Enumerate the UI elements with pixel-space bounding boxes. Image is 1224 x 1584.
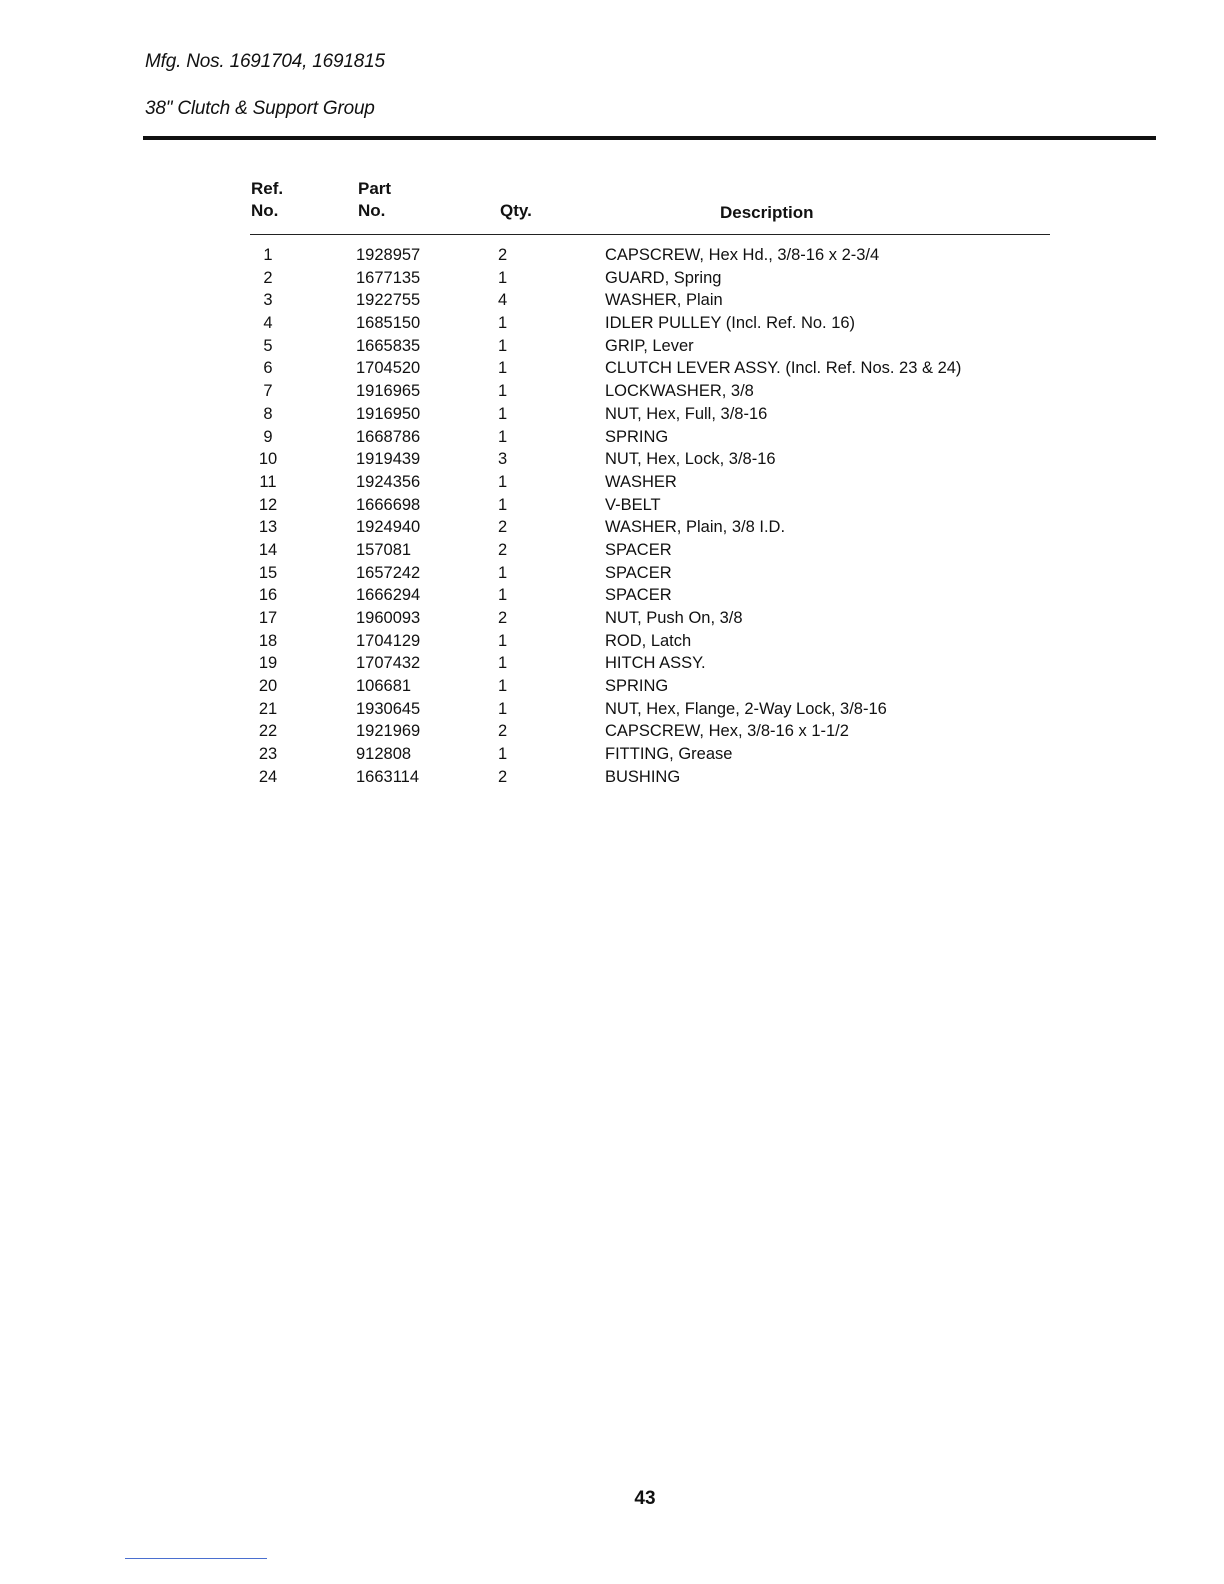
table-row: [250, 448, 1050, 471]
part-no-cell: 1666294: [356, 586, 421, 605]
ref-no-cell: 6: [263, 359, 273, 378]
qty-cell: 1: [498, 336, 508, 355]
column-header-rule: [250, 234, 1050, 235]
table-row: [250, 312, 1050, 335]
qty-cell: 1: [498, 699, 508, 718]
column-header-part-line1: Part: [358, 179, 392, 198]
description-cell: SPACER: [605, 540, 672, 559]
description-cell: CLUTCH LEVER ASSY. (Incl. Ref. Nos. 23 & 24): [605, 359, 962, 378]
table-row: [250, 426, 1050, 449]
ref-no-cell: 2: [263, 268, 273, 287]
description-cell: NUT, Push On, 3/8: [605, 609, 743, 627]
header-rule: [143, 136, 1156, 140]
qty-cell: 3: [498, 450, 508, 469]
table-row: [250, 380, 1050, 403]
part-no-cell: 1919439: [356, 450, 421, 469]
table-row: [250, 516, 1050, 539]
ref-no-cell: 8: [263, 404, 273, 423]
description-cell: GRIP, Lever: [605, 336, 694, 355]
qty-cell: 2: [498, 609, 508, 627]
ref-no-cell: 3: [263, 291, 273, 310]
table-row: [250, 766, 1050, 789]
description-cell: WASHER: [605, 472, 677, 491]
qty-cell: 1: [498, 359, 508, 378]
part-no-cell: 1666698: [356, 495, 421, 514]
ref-no-cell: 16: [258, 586, 278, 605]
qty-cell: 1: [498, 586, 508, 605]
qty-cell: 1: [498, 495, 508, 514]
ref-no-cell: 4: [263, 314, 273, 333]
qty-cell: 1: [498, 404, 508, 423]
description-cell: CAPSCREW, Hex Hd., 3/8-16 x 2-3/4: [605, 246, 880, 264]
part-no-cell: 1928957: [356, 246, 421, 264]
mfg-numbers: Mfg. Nos. 1691704, 1691815: [145, 51, 385, 72]
ref-no-cell: 15: [258, 563, 278, 582]
part-no-cell: 106681: [356, 677, 412, 696]
part-no-cell: 1657242: [356, 563, 421, 582]
column-header-ref-line2: No.: [251, 201, 279, 220]
table-row: [250, 652, 1050, 675]
description-cell: NUT, Hex, Flange, 2-Way Lock, 3/8-16: [605, 699, 887, 718]
part-no-cell: 1924940: [356, 518, 421, 537]
ref-no-cell: 5: [263, 336, 273, 355]
table-row: [250, 357, 1050, 380]
qty-cell: 2: [498, 722, 508, 741]
qty-cell: 4: [498, 291, 508, 310]
part-no-cell: 1707432: [356, 654, 421, 673]
table-row: [250, 267, 1050, 290]
ref-no-cell: 1: [263, 246, 273, 264]
part-no-cell: 1685150: [356, 314, 421, 333]
description-cell: NUT, Hex, Lock, 3/8-16: [605, 450, 776, 469]
qty-cell: 1: [498, 382, 508, 401]
part-no-cell: 1916965: [356, 382, 421, 401]
ref-no-cell: 14: [258, 540, 278, 559]
description-cell: SPACER: [605, 586, 672, 605]
description-cell: NUT, Hex, Full, 3/8-16: [605, 404, 768, 423]
part-no-cell: 1668786: [356, 427, 421, 446]
description-cell: IDLER PULLEY (Incl. Ref. No. 16): [605, 314, 856, 333]
column-header-ref-line1: Ref.: [251, 179, 284, 198]
part-no-cell: 1924356: [356, 472, 421, 491]
part-no-cell: 1704129: [356, 631, 421, 650]
ref-no-cell: 17: [258, 609, 278, 627]
qty-cell: 1: [498, 472, 508, 491]
part-no-cell: 1665835: [356, 336, 421, 355]
description-cell: SPACER: [605, 563, 672, 582]
qty-cell: 1: [498, 745, 508, 764]
part-no-cell: 1916950: [356, 404, 421, 423]
qty-cell: 1: [498, 427, 508, 446]
part-no-cell: 1704520: [356, 359, 421, 378]
description-cell: SPRING: [605, 427, 669, 446]
table-row: [250, 720, 1050, 743]
table-row: [250, 335, 1050, 358]
column-header-part-no: [358, 178, 391, 222]
qty-cell: 1: [498, 268, 508, 287]
column-header-part-line2: No.: [358, 201, 386, 220]
part-no-cell: 157081: [356, 540, 412, 559]
table-row: [250, 494, 1050, 517]
column-header-qty: Qty.: [500, 201, 532, 220]
table-row: [250, 244, 1050, 267]
part-no-cell: 1960093: [356, 609, 421, 627]
table-row: [250, 403, 1050, 426]
table-row: [250, 584, 1050, 607]
qty-cell: 2: [498, 540, 508, 559]
description-cell: WASHER, Plain: [605, 291, 723, 310]
description-cell: FITTING, Grease: [605, 745, 733, 764]
qty-cell: 2: [498, 767, 508, 786]
column-header-description: Description: [720, 203, 814, 222]
ref-no-cell: 12: [258, 495, 278, 514]
table-row: [250, 630, 1050, 653]
table-row: [250, 698, 1050, 721]
part-no-cell: 1663114: [356, 767, 420, 786]
part-no-cell: 1922755: [356, 291, 421, 310]
table-row: [250, 289, 1050, 312]
description-cell: GUARD, Spring: [605, 268, 722, 287]
qty-cell: 1: [498, 314, 508, 333]
description-cell: V-BELT: [605, 495, 661, 514]
table-row: [250, 471, 1050, 494]
ref-no-cell: 11: [259, 472, 277, 491]
ref-no-cell: 19: [258, 654, 278, 673]
qty-cell: 1: [498, 631, 508, 650]
qty-cell: 1: [498, 563, 508, 582]
table-row: [250, 562, 1050, 585]
ref-no-cell: 21: [258, 699, 278, 718]
group-title: 38" Clutch & Support Group: [145, 98, 375, 119]
page-number: 43: [634, 1488, 656, 1509]
ref-no-cell: 13: [258, 518, 278, 537]
part-no-cell: 1921969: [356, 722, 421, 741]
ref-no-cell: 20: [258, 677, 278, 696]
ref-no-cell: 23: [258, 745, 278, 764]
parts-list-table: [250, 244, 1050, 789]
table-row: [250, 743, 1050, 766]
table-row: [250, 539, 1050, 562]
qty-cell: 2: [498, 246, 508, 264]
description-cell: LOCKWASHER, 3/8: [605, 382, 754, 401]
part-no-cell: 912808: [356, 745, 412, 764]
description-cell: HITCH ASSY.: [605, 654, 706, 673]
description-cell: BUSHING: [605, 767, 681, 786]
ref-no-cell: 10: [258, 450, 278, 469]
qty-cell: 1: [498, 654, 508, 673]
description-cell: ROD, Latch: [605, 631, 692, 650]
table-row: [250, 607, 1050, 630]
table-row: [250, 675, 1050, 698]
ref-no-cell: 24: [258, 767, 278, 786]
part-no-cell: 1930645: [356, 699, 421, 718]
part-no-cell: 1677135: [356, 268, 421, 287]
description-cell: WASHER, Plain, 3/8 I.D.: [605, 518, 786, 537]
ref-no-cell: 9: [263, 427, 273, 446]
qty-cell: 2: [498, 518, 508, 537]
ref-no-cell: 22: [258, 722, 278, 741]
description-cell: CAPSCREW, Hex, 3/8-16 x 1-1/2: [605, 722, 849, 741]
footer-rule: [125, 1558, 267, 1559]
ref-no-cell: 7: [263, 382, 273, 401]
description-cell: SPRING: [605, 677, 669, 696]
ref-no-cell: 18: [258, 631, 278, 650]
qty-cell: 1: [498, 677, 508, 696]
column-header-ref-no: [251, 178, 283, 222]
